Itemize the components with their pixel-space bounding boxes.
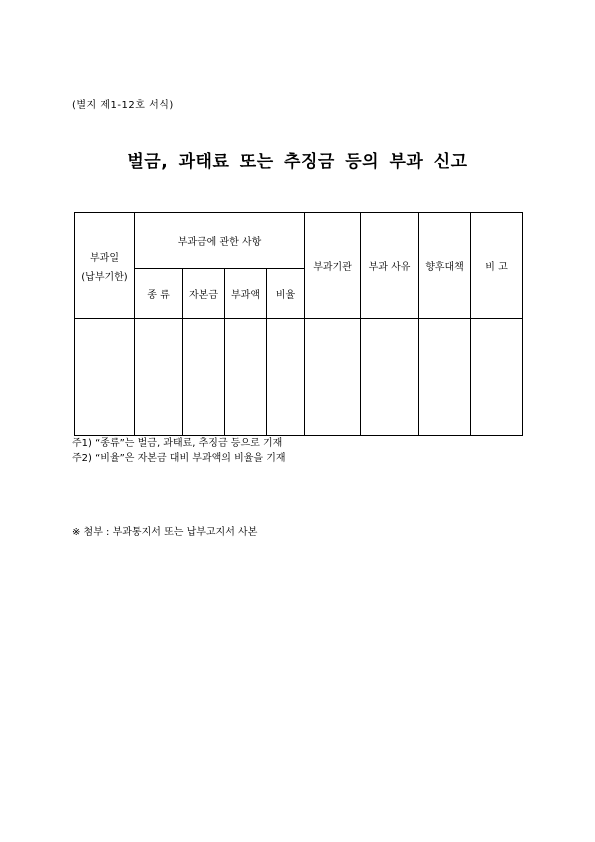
table-row [75, 319, 523, 436]
cell-measures[interactable] [419, 319, 471, 436]
cell-amount[interactable] [225, 319, 267, 436]
cell-remarks[interactable] [471, 319, 523, 436]
cell-reason[interactable] [361, 319, 419, 436]
cell-kind[interactable] [135, 319, 183, 436]
form-reference: (별지 제1-12호 서식) [72, 100, 174, 111]
header-date [75, 213, 135, 319]
header-date-line2: (납부기한) [81, 271, 128, 283]
subheader-kind: 종 류 [135, 269, 183, 319]
note-1: 주1) “종류”는 벌금, 과태료, 추징금 등으로 기재 [72, 438, 283, 449]
header-reason: 부과 사유 [361, 213, 419, 319]
cell-date[interactable] [75, 319, 135, 436]
cell-capital[interactable] [183, 319, 225, 436]
attachment-note: ※ 첨부 : 부과통지서 또는 납부고지서 사본 [72, 527, 258, 538]
header-date-line1: 부과일 [90, 252, 119, 264]
header-agency: 부과기관 [305, 213, 361, 319]
subheader-ratio: 비율 [267, 269, 305, 319]
notes [72, 436, 286, 466]
subheader-capital: 자본금 [183, 269, 225, 319]
subheader-amount: 부과액 [225, 269, 267, 319]
cell-ratio[interactable] [267, 319, 305, 436]
header-measures: 향후대책 [419, 213, 471, 319]
header-group: 부과금에 관한 사항 [135, 213, 305, 269]
note-2: 주2) “비율”은 자본금 대비 부과액의 비율을 기재 [72, 453, 286, 464]
document-title: 벌금, 과태료 또는 추징금 등의 부과 신고 [127, 152, 468, 172]
report-table [74, 212, 523, 436]
header-remarks: 비 고 [471, 213, 523, 319]
cell-agency[interactable] [305, 319, 361, 436]
